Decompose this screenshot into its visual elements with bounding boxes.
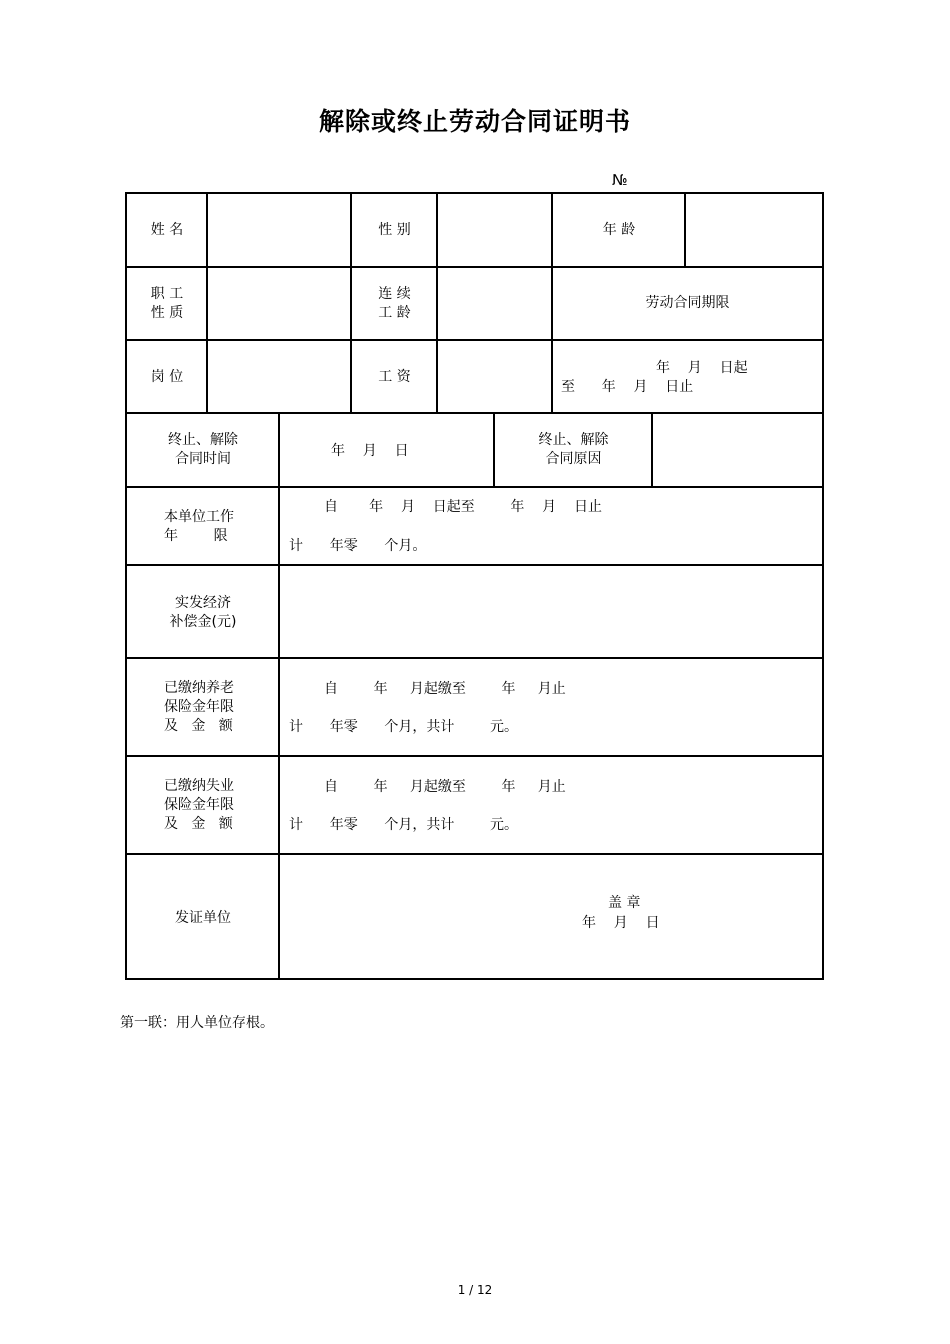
contract-term-label: 劳动合同期限 (645, 295, 730, 311)
end-time-label-line1: 终止、解除 (168, 432, 238, 448)
document-title: 解除或终止劳动合同证明书 (318, 107, 631, 136)
seal-date: 年 月 日 (582, 915, 660, 931)
seal-label: 盖 章 (608, 895, 641, 911)
unemployment-total: 计 年零 个月，共计 元。 (289, 817, 519, 833)
work-years-label-line1: 本单位工作 (164, 509, 234, 525)
end-time-label-line2: 合同时间 (175, 451, 231, 467)
work-years-total: 计 年零 个月。 (289, 538, 427, 554)
contract-term-from: 年 月 日起 (656, 360, 748, 376)
work-years-label-line2: 年 限 (164, 528, 228, 544)
pension-label-line1: 已缴纳养老 (164, 680, 234, 696)
pension-period: 自 年 月起缴至 年 月止 (324, 681, 566, 697)
name-label: 姓 名 (150, 222, 184, 238)
serial-number-label: № (612, 171, 628, 189)
gender-label: 性 别 (378, 222, 411, 238)
worker-type-label-line2: 性 质 (150, 305, 184, 321)
work-years-period: 自 年 月 日起至 年 月 日止 (324, 499, 602, 515)
compensation-label-line1: 实发经济 (175, 595, 231, 611)
unemployment-label-line1: 已缴纳失业 (164, 778, 234, 794)
wage-label: 工 资 (378, 369, 411, 385)
pension-label-line3: 及 金 额 (164, 718, 233, 734)
copy-note: 第一联：用人单位存根。 (120, 1015, 274, 1031)
end-reason-label-line2: 合同原因 (545, 451, 602, 467)
page-number: 1 / 12 (457, 1283, 493, 1297)
unemployment-label-line2: 保险金年限 (164, 797, 234, 813)
worker-type-label-line1: 职 工 (150, 286, 184, 302)
compensation-label-line2: 补偿金(元) (169, 614, 237, 630)
unemployment-label-line3: 及 金 额 (164, 816, 233, 832)
seniority-label-line1: 连 续 (378, 286, 411, 302)
pension-total: 计 年零 个月，共计 元。 (289, 719, 519, 735)
end-reason-label-line1: 终止、解除 (538, 432, 609, 448)
certificate-form-table (125, 192, 824, 980)
contract-term-to: 至 年 月 日止 (561, 379, 694, 395)
issuer-label: 发证单位 (175, 910, 231, 926)
post-label: 岗 位 (150, 369, 184, 385)
seniority-label-line2: 工 龄 (378, 305, 411, 321)
age-label: 年 龄 (602, 222, 636, 238)
pension-label-line2: 保险金年限 (164, 699, 234, 715)
end-date-value: 年 月 日 (331, 443, 409, 459)
unemployment-period: 自 年 月起缴至 年 月止 (324, 779, 566, 795)
